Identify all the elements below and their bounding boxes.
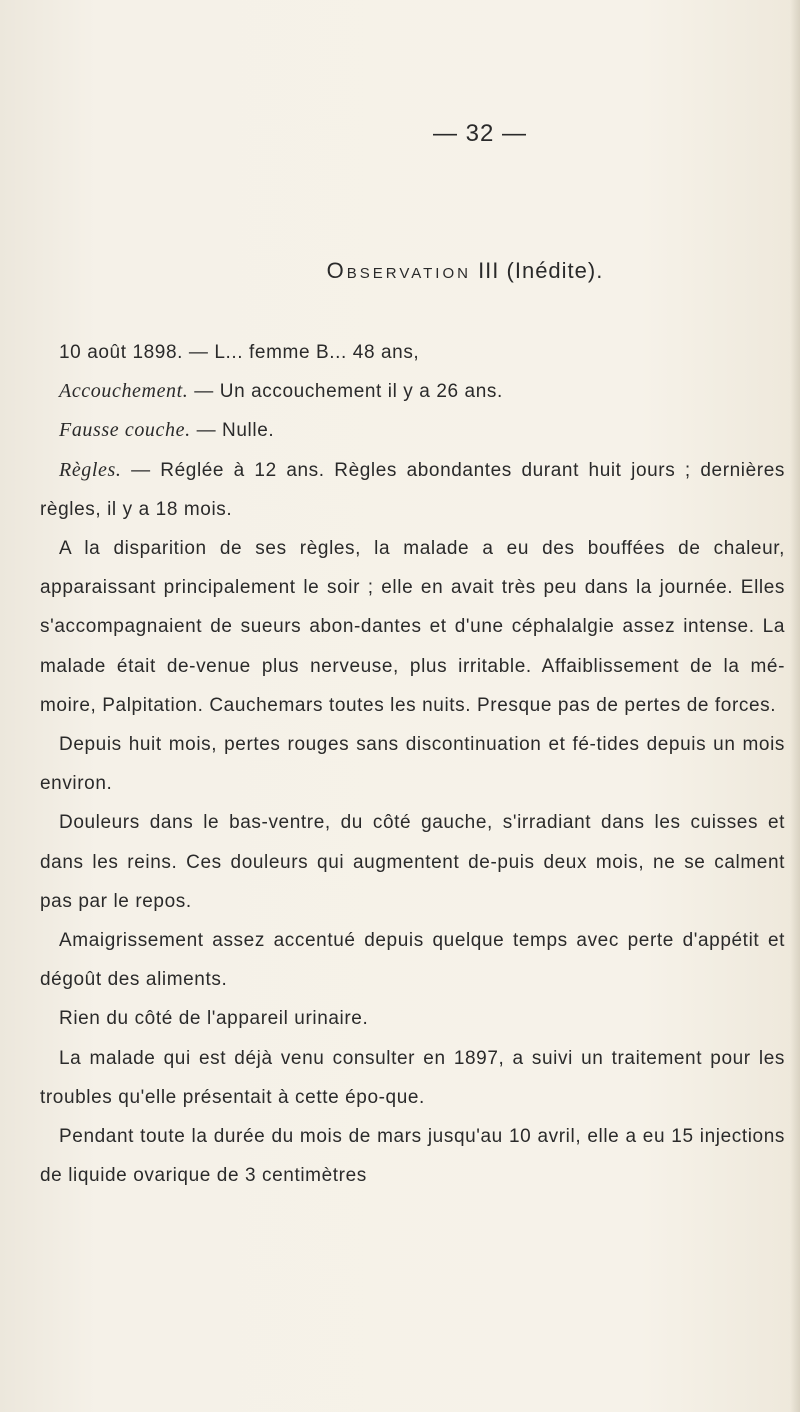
accouchement-label: Accouchement. <box>59 380 189 403</box>
fausse-couche-text: — Nulle. <box>190 420 275 442</box>
page-edge-shadow <box>790 0 800 1412</box>
paragraph-pertes: Depuis huit mois, pertes rouges sans discontinuation et fé-tides depuis un mois environ. <box>40 734 785 795</box>
paragraph-fausse-couche <box>40 411 785 450</box>
page-number: — 32 — <box>432 120 528 147</box>
paragraph-regles <box>40 451 785 529</box>
paragraph-traitement: La malade qui est déjà venu consulter en 1897, a suivi un traitement pour les troubles qu'elle présentait à cette épo-que. <box>40 1047 785 1108</box>
paragraph-date: 10 août 1898. — L... femme B... 48 ans, <box>59 342 420 363</box>
observation-title <box>0 258 800 284</box>
observation-title-prefix: Observation <box>326 258 471 283</box>
paragraph-accouchement <box>40 372 785 411</box>
observation-title-rest: III (Inédite). <box>470 258 604 283</box>
accouchement-text: — Un accouchement il y a 26 ans. <box>188 381 503 403</box>
fausse-couche-label: Fausse couche. <box>59 419 191 442</box>
regles-label: Règles. <box>59 458 122 481</box>
document-body <box>40 333 785 1195</box>
paragraph-urinaire: Rien du côté de l'appareil urinaire. <box>59 1008 369 1030</box>
paragraph-symptoms: A la disparition de ses règles, la malade a eu des bouffées de chaleur, apparaissant principalement le soir ; elle en avait très peu dans la journée. Elles s'accompagnaient de sueurs abon-dantes et d'une céphalalgie assez intense. La malade était de-venue plus nerveuse, plus irritable. Affaiblissement de la mé-moire, Palpitation. Cauchemars toutes les nuits. Presque pas de pertes de forces. <box>40 538 785 716</box>
paragraph-douleurs: Douleurs dans le bas-ventre, du côté gauche, s'irradiant dans les cuisses et dans les reins. Ces douleurs qui augmentent de-puis deux mois, ne se calment pas par le repos. <box>40 812 785 912</box>
paragraph-injections: Pendant toute la durée du mois de mars jusqu'au 10 avril, elle a eu 15 injections de liquide ovarique de 3 centimètres <box>40 1126 785 1187</box>
regles-text: — Réglée à 12 ans. Règles abondantes durant huit jours ; dernières règles, il y a 18 mois. <box>40 459 785 520</box>
paragraph-amaigrissement: Amaigrissement assez accentué depuis quelque temps avec perte d'appétit et dégoût des aliments. <box>40 930 785 991</box>
